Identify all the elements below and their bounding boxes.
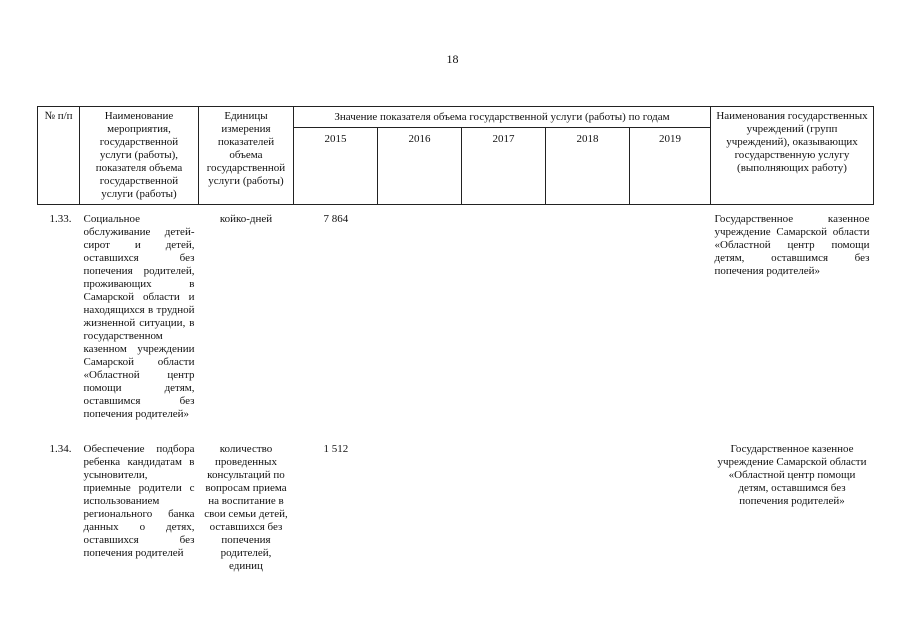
row-org: Государственное казенное учреждение Самарской области «Областной центр помощи детям, оставшимся без попечения родителей»: [714, 213, 870, 277]
header-value-group: Значение показателя объема государственной услуги (работы) по годам: [294, 107, 711, 128]
row-value-2016: [378, 205, 462, 436]
row-value-2017: [462, 205, 546, 436]
row-unit: койко-дней: [219, 213, 273, 225]
row-value-2019: [630, 435, 711, 587]
header-org: Наименования государственных учреждений (групп учреждений), оказывающих государственную услугу (выполняющих работу): [711, 107, 874, 205]
table-row: [38, 205, 874, 436]
row-value-2017: [462, 435, 546, 587]
table-row: [38, 435, 874, 587]
service-volume-table: [37, 106, 874, 587]
page-number: 18: [446, 52, 459, 66]
row-unit: количество проведенных консультаций по вопросам приема на воспитание в свои семьи детей, оставшихся без попечения родителей, единиц: [204, 443, 288, 572]
row-value-2018: [546, 205, 630, 436]
header-year-2017: 2017: [462, 128, 546, 205]
header-year-2019: 2019: [630, 128, 711, 205]
row-name: Социальное обслуживание детей-сирот и детей, оставшихся без попечения родителей, проживающих в Самарской области и находящихся в трудной жизненной ситуации, в государственном казенном учреждении Самарской области «Областной центр помощи детям, оставшимся без попечения родителей»: [83, 213, 195, 420]
header-name: Наименование мероприятия, государственной услуги (работы), показателя объема государственной услуги (работы): [80, 107, 199, 205]
header-year-2016: 2016: [378, 128, 462, 205]
table-header: [38, 107, 874, 205]
row-value-2019: [630, 205, 711, 436]
row-value-2015: 7 864: [323, 213, 349, 225]
row-value-2018: [546, 435, 630, 587]
row-number: 1.33.: [49, 213, 72, 225]
header-unit: Единицы измерения показателей объема государственной услуги (работы): [199, 107, 294, 205]
row-value-2016: [378, 435, 462, 587]
header-year-2015: 2015: [294, 128, 378, 205]
header-num: № п/п: [38, 107, 80, 205]
row-value-2015: 1 512: [323, 443, 349, 455]
row-number: 1.34.: [49, 443, 72, 455]
row-name: Обеспечение подбора ребенка кандидатам в усыновители, приемные родители с использованием регионального банка данных о детях, оставшихся без попечения родителей: [83, 443, 195, 559]
header-year-2018: 2018: [546, 128, 630, 205]
row-org: Государственное казенное учреждение Самарской области «Областной центр помощи детям, оставшимся без попечения родителей»: [717, 443, 867, 507]
